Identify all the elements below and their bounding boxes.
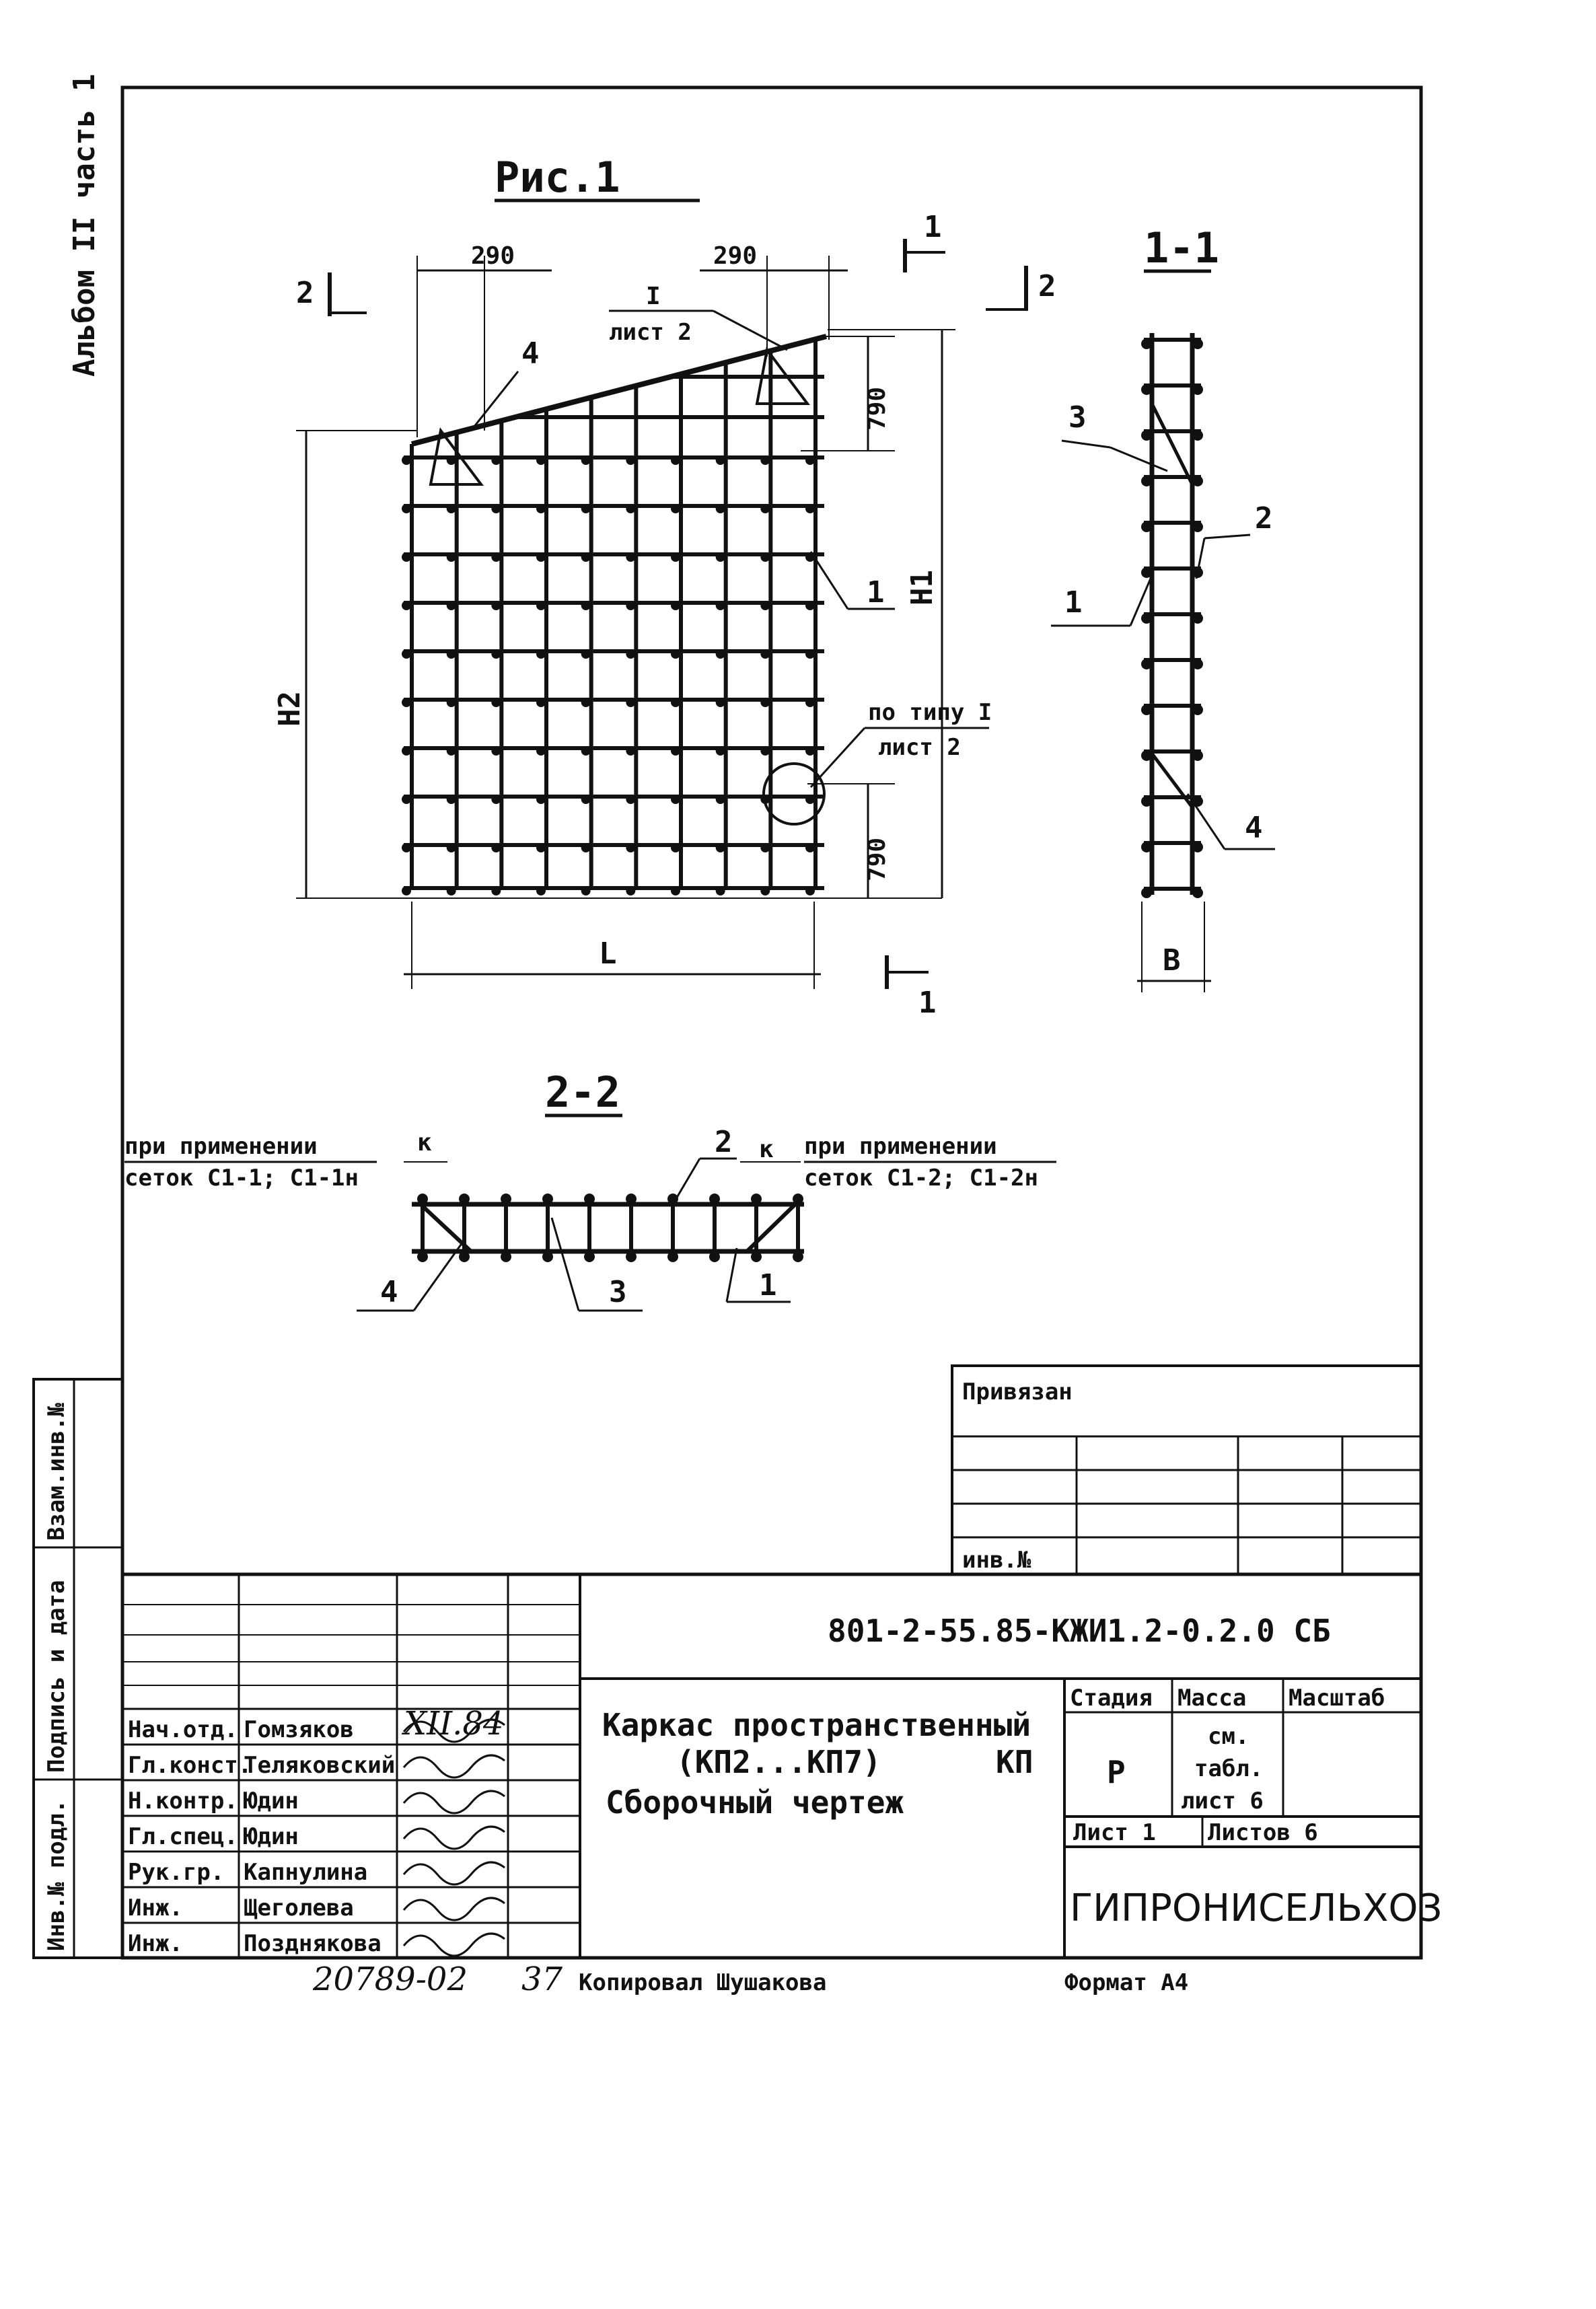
mesh-weld-dot	[716, 795, 725, 804]
dim-k-left: к	[417, 1129, 432, 1157]
signature-scribble	[404, 1791, 505, 1813]
footer-page: 37	[521, 1960, 563, 1998]
right-note-1: при применении	[804, 1133, 997, 1160]
mesh-weld-dot	[536, 698, 546, 707]
mesh-weld-dot	[805, 886, 815, 895]
stamp-inv-n: Инв.№ подл.	[43, 1799, 70, 1951]
mesh-weld-dot	[671, 601, 680, 610]
mesh-weld-dot	[626, 843, 635, 852]
doc-name-1: Каркас пространственный	[602, 1707, 1031, 1743]
mesh-weld-dot	[491, 649, 501, 659]
plan-weld-dot	[626, 1194, 637, 1204]
person-name: Теляковский	[244, 1752, 396, 1779]
mesh-weld-dot	[536, 746, 546, 756]
plan-weld-dot	[751, 1194, 762, 1204]
mesh-weld-dot	[491, 746, 501, 756]
mass-value-2: табл.	[1194, 1755, 1264, 1782]
mesh-weld-dot	[671, 552, 680, 562]
mesh-weld-dot	[760, 746, 770, 756]
mesh-weld-dot	[536, 795, 546, 804]
scale-header: Масштаб	[1289, 1685, 1385, 1712]
mesh-weld-dot	[760, 698, 770, 707]
mesh-weld-dot	[626, 504, 635, 513]
mesh-weld-dot	[491, 552, 501, 562]
binding-title: Привязан	[962, 1379, 1073, 1405]
section-1-1-title: 1-1	[1144, 223, 1219, 272]
plan-weld-dot	[542, 1194, 553, 1204]
mesh-weld-dot	[491, 886, 501, 895]
section-mark-1-bottom: 1	[918, 986, 937, 1020]
mesh-weld-dot	[671, 886, 680, 895]
plan-weld-dot	[709, 1251, 720, 1262]
mesh-weld-dot	[805, 843, 815, 852]
mesh-weld-dot	[671, 455, 680, 465]
mesh-weld-dot	[447, 746, 456, 756]
plan-weld-dot	[459, 1194, 470, 1204]
mesh-weld-dot	[536, 455, 546, 465]
dim-790-top: 790	[863, 386, 891, 431]
mesh-weld-dot	[626, 886, 635, 895]
signature-scribble	[404, 1755, 505, 1777]
plan-callout-2: 2	[715, 1125, 733, 1159]
side-weld-dot	[1192, 338, 1203, 349]
plan-callout-3: 3	[609, 1275, 627, 1309]
side-weld-dot	[1141, 430, 1152, 441]
mesh-weld-dot	[581, 455, 591, 465]
mesh-weld-dot	[716, 843, 725, 852]
mesh-weld-dot	[491, 698, 501, 707]
album-label: Альбом II часть 1	[67, 73, 102, 377]
dim-790-bottom: 790	[863, 837, 891, 881]
side-weld-dot	[1141, 567, 1152, 578]
person-name: Щеголева	[244, 1895, 354, 1921]
sheet-number: Лист 1	[1073, 1819, 1156, 1846]
side-weld-dot	[1192, 887, 1203, 898]
mesh-weld-dot	[447, 843, 456, 852]
plan-callout-1: 1	[759, 1268, 777, 1303]
doc-name-3: Сборочный чертеж	[606, 1784, 904, 1821]
mesh-weld-dot	[491, 455, 501, 465]
left-note-1: при применении	[124, 1133, 318, 1160]
mesh-weld-dot	[581, 552, 591, 562]
side-weld-dot	[1192, 521, 1203, 532]
mesh-weld-dot	[447, 795, 456, 804]
mesh-weld-dot	[581, 698, 591, 707]
role-label: Гл.конст.	[128, 1752, 252, 1779]
side-callout-1: 1	[1064, 585, 1083, 620]
mesh-weld-dot	[760, 455, 770, 465]
mesh-weld-dot	[491, 601, 501, 610]
mesh-weld-dot	[402, 455, 411, 465]
mesh-weld-dot	[805, 455, 815, 465]
mesh-weld-dot	[581, 795, 591, 804]
stage-header: Стадия	[1070, 1685, 1153, 1712]
footer-copied: Копировал Шушакова	[579, 1969, 827, 1996]
side-weld-dot	[1192, 613, 1203, 624]
mesh-weld-dot	[581, 886, 591, 895]
dim-l: L	[599, 937, 617, 971]
mesh-weld-dot	[671, 504, 680, 513]
mesh-weld-dot	[491, 795, 501, 804]
side-weld-dot	[1141, 613, 1152, 624]
front-mesh	[402, 339, 824, 895]
figure-title: Рис.1	[495, 153, 620, 202]
side-weld-dot	[1192, 384, 1203, 395]
person-name: Юдин	[244, 1823, 299, 1850]
plan-weld-dot	[584, 1194, 595, 1204]
mesh-weld-dot	[447, 552, 456, 562]
mesh-weld-dot	[671, 649, 680, 659]
mesh-weld-dot	[716, 698, 725, 707]
plan-weld-dot	[626, 1251, 637, 1262]
doc-name-2: (КП2...КП7)	[676, 1744, 881, 1780]
side-weld-dot	[1141, 887, 1152, 898]
side-weld-dot	[1141, 476, 1152, 486]
mesh-weld-dot	[626, 601, 635, 610]
side-weld-dot	[1192, 750, 1203, 761]
footer-format: Формат А4	[1064, 1969, 1189, 1996]
plan-weld-dot	[793, 1194, 803, 1204]
section-mark-1-top: 1	[924, 210, 942, 244]
role-label: Рук.гр.	[128, 1859, 225, 1886]
sheets-total: Листов 6	[1208, 1819, 1318, 1846]
mesh-weld-dot	[536, 649, 546, 659]
person-name: Гомзяков	[244, 1716, 354, 1743]
plan-section	[412, 1194, 804, 1262]
ref-sheet2b: лист 2	[878, 734, 961, 761]
plan-weld-dot	[501, 1251, 511, 1262]
mesh-weld-dot	[626, 746, 635, 756]
mesh-weld-dot	[716, 601, 725, 610]
stage-value: Р	[1107, 1754, 1126, 1790]
side-weld-dot	[1141, 796, 1152, 807]
side-weld-dot	[1141, 521, 1152, 532]
mesh-weld-dot	[805, 649, 815, 659]
role-label: Н.контр.	[128, 1788, 238, 1815]
mesh-weld-dot	[402, 746, 411, 756]
section-mark-2-right: 2	[1038, 269, 1056, 303]
mesh-weld-dot	[716, 746, 725, 756]
plan-weld-dot	[417, 1251, 428, 1262]
side-weld-dot	[1141, 659, 1152, 669]
mesh-weld-dot	[760, 649, 770, 659]
dim-290-left: 290	[471, 242, 515, 270]
mesh-weld-dot	[671, 698, 680, 707]
mesh-weld-dot	[447, 698, 456, 707]
signature-scribble	[404, 1898, 505, 1920]
plan-weld-dot	[751, 1251, 762, 1262]
mesh-weld-dot	[536, 601, 546, 610]
role-label: Гл.спец.	[128, 1823, 238, 1850]
doc-code: 801-2-55.85-КЖИ1.2-0.2.0 СБ	[828, 1613, 1331, 1649]
side-callout-4: 4	[1245, 811, 1263, 845]
mesh-weld-dot	[805, 746, 815, 756]
left-note-2: сеток С1-1; С1-1н	[124, 1165, 359, 1192]
side-weld-dot	[1192, 476, 1203, 486]
mesh-weld-dot	[491, 504, 501, 513]
mesh-weld-dot	[447, 649, 456, 659]
plan-weld-dot	[542, 1251, 553, 1262]
mesh-weld-dot	[626, 455, 635, 465]
right-note-2: сеток С1-2; С1-2н	[804, 1165, 1038, 1192]
doc-name-2b: КП	[996, 1744, 1033, 1780]
side-weld-dot	[1141, 704, 1152, 715]
mesh-weld-dot	[402, 552, 411, 562]
dim-290-right: 290	[713, 242, 758, 270]
mesh-weld-dot	[716, 886, 725, 895]
mesh-weld-dot	[536, 504, 546, 513]
mesh-weld-dot	[402, 698, 411, 707]
plan-weld-dot	[793, 1251, 803, 1262]
footer-number: 20789-02	[313, 1960, 468, 1998]
mesh-weld-dot	[760, 843, 770, 852]
mesh-weld-dot	[805, 601, 815, 610]
mesh-weld-dot	[447, 504, 456, 513]
person-name: Позднякова	[244, 1930, 382, 1957]
plan-weld-dot	[709, 1194, 720, 1204]
mesh-weld-dot	[760, 886, 770, 895]
mesh-weld-dot	[402, 843, 411, 852]
dim-h1: H1	[905, 570, 939, 606]
mesh-weld-dot	[626, 698, 635, 707]
side-weld-dot	[1192, 659, 1203, 669]
mesh-weld-dot	[581, 601, 591, 610]
side-weld-dot	[1141, 750, 1152, 761]
side-weld-dot	[1141, 384, 1152, 395]
plan-callout-4: 4	[380, 1275, 398, 1309]
side-callout-3: 3	[1068, 400, 1087, 435]
mesh-weld-dot	[402, 649, 411, 659]
mesh-weld-dot	[760, 552, 770, 562]
signature-date-1: XII.84	[404, 1705, 504, 1743]
mesh-weld-dot	[447, 601, 456, 610]
mesh-weld-dot	[581, 843, 591, 852]
callout-1-front: 1	[867, 575, 885, 610]
mesh-weld-dot	[716, 504, 725, 513]
callout-4-front: 4	[521, 336, 540, 371]
role-label: Инж.	[128, 1930, 183, 1957]
mesh-weld-dot	[536, 886, 546, 895]
mesh-weld-dot	[671, 746, 680, 756]
stamp-vzam-inv: Взам.инв.№	[43, 1403, 70, 1541]
plan-weld-dot	[667, 1251, 678, 1262]
person-name: Капнулина	[244, 1859, 368, 1886]
signature-scribble	[404, 1827, 505, 1849]
ref-sheet2: лист 2	[609, 319, 692, 346]
signature-scribble	[404, 1934, 505, 1956]
mesh-weld-dot	[716, 455, 725, 465]
binding-inv: инв.№	[962, 1547, 1031, 1574]
mesh-weld-dot	[805, 795, 815, 804]
side-weld-dot	[1192, 430, 1203, 441]
section-mark-2-left: 2	[296, 276, 314, 310]
stamp-signature-date: Подпись и дата	[43, 1580, 70, 1773]
side-callout-2: 2	[1255, 501, 1273, 536]
mesh-weld-dot	[581, 504, 591, 513]
mesh-weld-dot	[626, 795, 635, 804]
side-weld-dot	[1192, 704, 1203, 715]
mesh-weld-dot	[805, 698, 815, 707]
mesh-weld-dot	[402, 886, 411, 895]
mesh-weld-dot	[581, 649, 591, 659]
organization: ГИПРОНИСЕЛЬХОЗ	[1070, 1886, 1443, 1930]
mesh-weld-dot	[447, 886, 456, 895]
mesh-weld-dot	[402, 504, 411, 513]
mesh-weld-dot	[626, 649, 635, 659]
mass-value-3: лист 6	[1181, 1788, 1264, 1815]
side-section	[1141, 333, 1203, 898]
section-2-2-title: 2-2	[545, 1068, 620, 1117]
mesh-weld-dot	[671, 843, 680, 852]
side-weld-dot	[1141, 842, 1152, 852]
plan-weld-dot	[459, 1251, 470, 1262]
mesh-weld-dot	[716, 552, 725, 562]
mesh-weld-dot	[402, 795, 411, 804]
signatures-table	[122, 1709, 580, 1958]
mesh-weld-dot	[491, 843, 501, 852]
ref-potipu: по типу I	[868, 699, 992, 726]
mesh-weld-dot	[760, 601, 770, 610]
plan-weld-dot	[584, 1251, 595, 1262]
side-weld-dot	[1141, 338, 1152, 349]
mesh-weld-dot	[581, 746, 591, 756]
mass-header: Масса	[1177, 1685, 1247, 1712]
dim-b: B	[1163, 943, 1181, 978]
mesh-weld-dot	[402, 601, 411, 610]
mesh-weld-dot	[716, 649, 725, 659]
plan-weld-dot	[501, 1194, 511, 1204]
mesh-weld-dot	[760, 504, 770, 513]
side-weld-dot	[1192, 842, 1203, 852]
mesh-weld-dot	[536, 843, 546, 852]
mesh-weld-dot	[626, 552, 635, 562]
dim-k-right: к	[759, 1136, 774, 1163]
ref-i: I	[646, 283, 661, 310]
mesh-weld-dot	[671, 795, 680, 804]
role-label: Нач.отд.	[128, 1716, 238, 1743]
person-name: Юдин	[244, 1788, 299, 1815]
mesh-weld-dot	[805, 504, 815, 513]
mesh-weld-dot	[536, 552, 546, 562]
mass-value-1: см.	[1208, 1723, 1249, 1750]
dim-h2: H2	[273, 691, 307, 727]
plan-weld-dot	[417, 1194, 428, 1204]
mesh-weld-dot	[447, 455, 456, 465]
signature-scribble	[404, 1862, 505, 1884]
role-label: Инж.	[128, 1895, 183, 1921]
